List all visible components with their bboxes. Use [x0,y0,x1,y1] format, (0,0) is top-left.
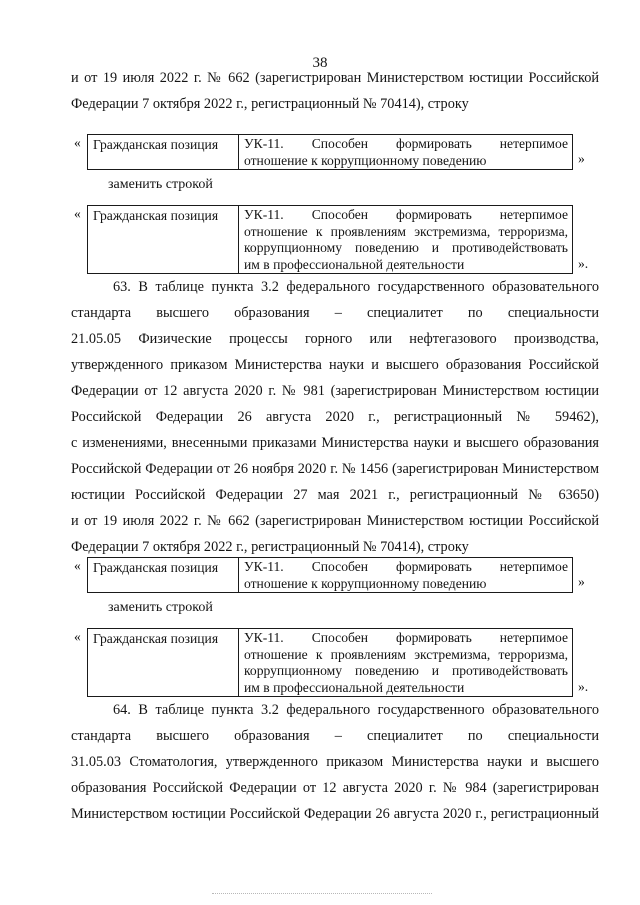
close-quote: » [578,151,585,166]
cell-line: отношение к проявлениям экстремизма, терроризма, [244,646,568,662]
close-quote: ». [578,256,589,271]
text-line: юстиции Российской Федерации 27 мая 2021 г., регистрационный № 63650) [71,487,599,503]
scan-edge-mark [212,893,432,895]
paragraph-item-63 [71,274,599,560]
open-quote: « [74,558,81,573]
cell-line: УК-11. Способен формировать нетерпимое [244,559,568,574]
replace-label: заменить строкой [108,177,213,192]
table [87,557,573,593]
text-line: Федерации 7 октября 2022 г., регистрационный № 70414), строку [71,539,469,555]
cell-competence [239,558,572,592]
open-quote: « [74,206,81,221]
text-line: Федерации от 12 августа 2020 г. № 981 (зарегистрирован Министерством юстиции [71,383,599,399]
cell-line: УК-11. Способен формировать нетерпимое [244,136,568,151]
text-line: Российской Федерации от 26 ноября 2020 г. № 1456 (зарегистрирован Министерством [71,461,599,477]
text-line: 64. В таблице пункта 3.2 федерального государственного образовательного [113,702,599,718]
text-line: и от 19 июля 2022 г. № 662 (зарегистрирован Министерством юстиции Российской [71,513,599,529]
open-quote: « [74,135,81,150]
cell-civic-position: Гражданская позиция [88,135,239,169]
cell-line: УК-11. Способен формировать нетерпимое [244,630,568,645]
text-line: и от 19 июля 2022 г. № 662 (зарегистрирован Министерством юстиции Российской [71,70,599,86]
text-line: Федерации 7 октября 2022 г., регистрационный № 70414), строку [71,96,469,112]
text-line: стандарта высшего образования – специалитет по специальности [71,728,599,744]
open-quote: « [74,629,81,644]
cell-competence [239,135,572,169]
cell-competence [239,629,572,696]
text-line: Министерством юстиции Российской Федерации 26 августа 2020 г., регистрационный [71,806,599,822]
cell-line: им в профессиональной деятельности [244,256,465,272]
page-number: 38 [312,55,328,71]
cell-civic-position: Гражданская позиция [88,206,239,273]
cell-line: отношение к коррупционному поведению [244,152,487,168]
text-line: образования Российской Федерации от 12 августа 2020 г. № 984 (зарегистрирован [71,780,599,796]
close-quote: ». [578,679,589,694]
text-line: 63. В таблице пункта 3.2 федерального государственного образовательного [113,279,599,295]
paragraph-item-64 [71,697,599,827]
close-quote: » [578,574,585,589]
cell-civic-position: Гражданская позиция [88,629,239,696]
text-line: стандарта высшего образования – специалитет по специальности [71,305,599,321]
cell-civic-position: Гражданская позиция [88,558,239,592]
text-line: Российской Федерации 26 августа 2020 г., регистрационный № 59462), [71,409,599,425]
cell-line: отношение к проявлениям экстремизма, терроризма, [244,223,568,239]
text-line: 21.05.05 Физические процессы горного или нефтегазового производства, [71,331,599,347]
cell-competence [239,206,572,273]
text-line: с изменениями, внесенными приказами Министерства науки и высшего образования [71,435,599,451]
table [87,134,573,170]
cell-line: коррупционному поведению и противодействовать [244,240,568,256]
text-line: 31.05.03 Стоматология, утвержденного приказом Министерства науки и высшего [71,754,599,770]
cell-line: УК-11. Способен формировать нетерпимое [244,207,568,222]
table [87,205,573,274]
cell-line: им в профессиональной деятельности [244,679,465,695]
table [87,628,573,697]
cell-line: отношение к коррупционному поведению [244,575,487,591]
intro-paragraph [71,65,599,117]
cell-line: коррупционному поведению и противодействовать [244,663,568,679]
replace-label: заменить строкой [108,600,213,615]
text-line: утвержденного приказом Министерства науки и высшего образования Российской [71,357,599,373]
